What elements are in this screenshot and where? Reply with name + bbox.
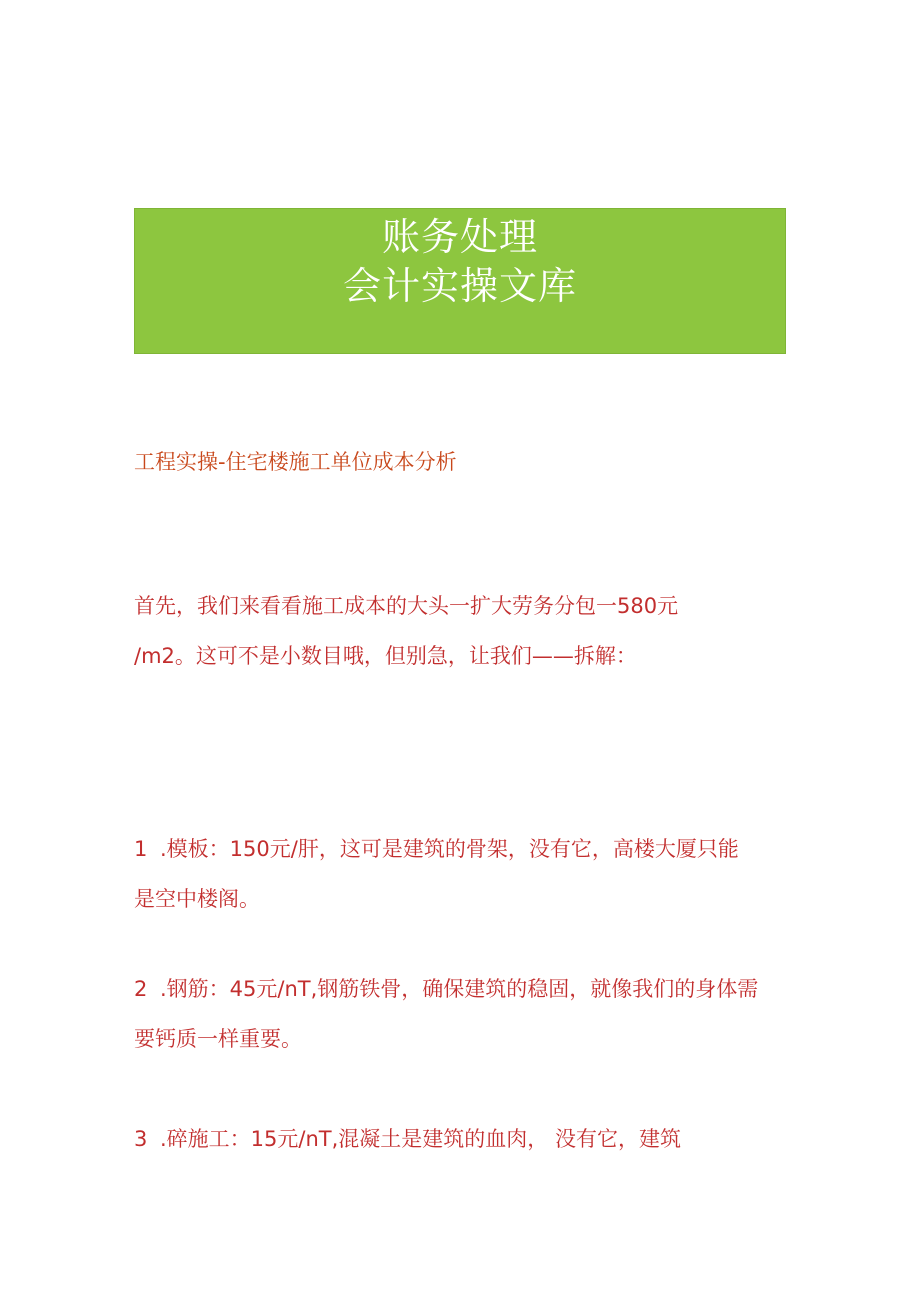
header-banner [134,208,786,354]
item-number: 1 [134,837,148,861]
item-text-line-2: 要钙质一样重要。 [134,1027,302,1051]
intro-line-2: /m2。这可不是小数目哦，但别急，让我们——拆解： [134,644,637,668]
item-number: 2 [134,977,148,1001]
item-text-line-2: 是空中楼阁。 [134,887,260,911]
banner-subtitle: 会计实操文库 [342,264,577,308]
item-text-line-1: .钢筋：45元/nT,钢筋铁骨，确保建筑的稳固，就像我们的身体需 [160,977,759,1001]
list-item-1 [134,824,794,924]
intro-paragraph [134,581,794,681]
list-item-2 [134,964,794,1064]
item-text-line-1: .碎施工：15元/nT,混凝土是建筑的血肉， 没有它，建筑 [160,1127,681,1151]
item-number: 3 [134,1127,148,1151]
list-item-3 [134,1114,794,1164]
document-title: 工程实操-住宅楼施工单位成本分析 [134,450,457,474]
banner-title: 账务处理 [381,215,538,259]
intro-line-1: 首先，我们来看看施工成本的大头一扩大劳务分包一580元 [134,594,679,618]
item-text-line-1: .模板：150元/肝，这可是建筑的骨架，没有它，高楼大厦只能 [160,837,739,861]
